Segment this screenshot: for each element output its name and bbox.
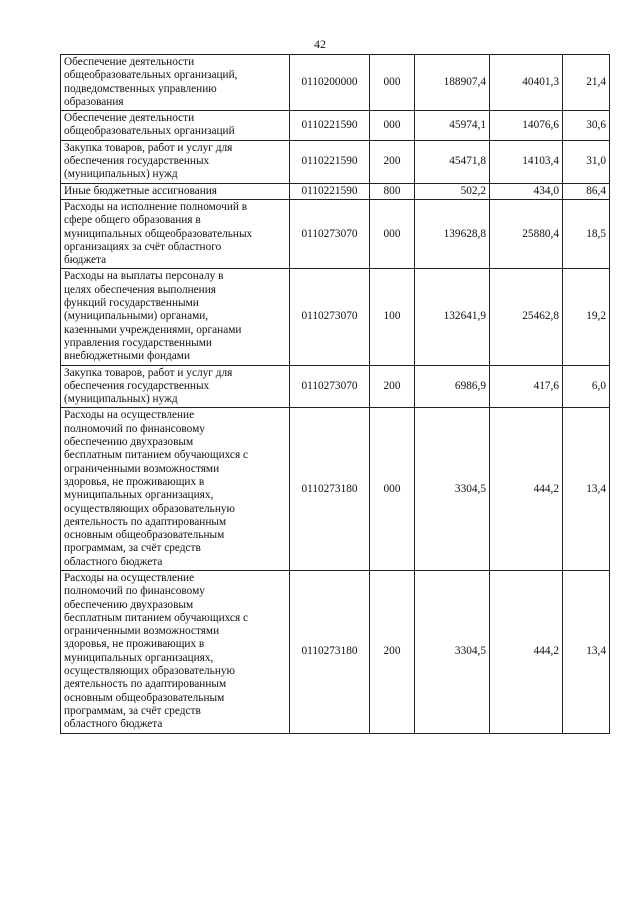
expense-name-line: ограниченными возможностями bbox=[64, 625, 220, 638]
expense-type-cell: 000 bbox=[370, 199, 415, 268]
expense-name-line: обеспечению двухразовым bbox=[64, 598, 194, 611]
planned-amount-cell: 3304,5 bbox=[415, 408, 490, 571]
table-row bbox=[61, 111, 610, 141]
expense-name-line: осуществляющих образовательную bbox=[64, 502, 235, 515]
expense-name-cell bbox=[61, 199, 290, 268]
expense-name-line: образования bbox=[64, 95, 124, 108]
expense-name-line: подведомственных управлению bbox=[64, 82, 217, 95]
executed-amount-cell: 14103,4 bbox=[490, 140, 563, 183]
expense-name-line: областного бюджета bbox=[64, 718, 163, 731]
budget-table bbox=[60, 54, 610, 734]
expense-type-cell: 000 bbox=[370, 408, 415, 571]
execution-percent-cell: 18,5 bbox=[563, 199, 610, 268]
expense-name-line: (муниципальных) нужд bbox=[64, 393, 178, 406]
expense-name-line: Расходы на исполнение полномочий в bbox=[64, 200, 248, 213]
expense-type-cell: 100 bbox=[370, 269, 415, 365]
execution-percent-cell: 19,2 bbox=[563, 269, 610, 365]
expense-name-cell bbox=[61, 111, 290, 141]
planned-amount-cell: 132641,9 bbox=[415, 269, 490, 365]
expense-name-line: областного бюджета bbox=[64, 555, 163, 568]
planned-amount-cell: 6986,9 bbox=[415, 365, 490, 408]
budget-code-cell: 0110273070 bbox=[290, 199, 370, 268]
expense-name-line: Расходы на осуществление bbox=[64, 409, 195, 422]
expense-name-cell bbox=[61, 269, 290, 365]
budget-code-cell: 0110221590 bbox=[290, 183, 370, 199]
executed-amount-cell: 14076,6 bbox=[490, 111, 563, 141]
expense-name-line: управления государственными bbox=[64, 336, 212, 349]
expense-name-line: основным общеобразовательным bbox=[64, 691, 225, 704]
expense-name-line: бесплатным питанием обучающихся с bbox=[64, 449, 248, 462]
expense-name-line: общеобразовательных организаций, bbox=[64, 69, 238, 82]
planned-amount-cell: 502,2 bbox=[415, 183, 490, 199]
execution-percent-cell: 13,4 bbox=[563, 408, 610, 571]
execution-percent-cell: 6,0 bbox=[563, 365, 610, 408]
planned-amount-cell: 139628,8 bbox=[415, 199, 490, 268]
expense-name-line: основным общеобразовательным bbox=[64, 529, 225, 542]
budget-code-cell: 0110273180 bbox=[290, 570, 370, 733]
executed-amount-cell: 40401,3 bbox=[490, 55, 563, 111]
expense-name-line: деятельность по адаптированным bbox=[64, 678, 227, 691]
expense-name-line: обеспечения государственных bbox=[64, 379, 210, 392]
table-row bbox=[61, 140, 610, 183]
executed-amount-cell: 25880,4 bbox=[490, 199, 563, 268]
budget-code-cell: 0110273070 bbox=[290, 269, 370, 365]
expense-name-cell bbox=[61, 365, 290, 408]
expense-name-line: Обеспечение деятельности bbox=[64, 112, 195, 125]
expense-name-line: муниципальных организациях, bbox=[64, 489, 214, 502]
expense-name-line: ограниченными возможностями bbox=[64, 462, 220, 475]
expense-name-line: деятельность по адаптированным bbox=[64, 515, 227, 528]
table-row bbox=[61, 183, 610, 199]
budget-code-cell: 0110221590 bbox=[290, 140, 370, 183]
expense-type-cell: 200 bbox=[370, 365, 415, 408]
expense-type-cell: 200 bbox=[370, 570, 415, 733]
expense-name-line: Расходы на осуществление bbox=[64, 571, 195, 584]
table-row bbox=[61, 269, 610, 365]
table-row bbox=[61, 55, 610, 111]
budget-table-body bbox=[61, 55, 610, 734]
execution-percent-cell: 30,6 bbox=[563, 111, 610, 141]
planned-amount-cell: 45974,1 bbox=[415, 111, 490, 141]
expense-name-line: бесплатным питанием обучающихся с bbox=[64, 611, 248, 624]
expense-name-line: организациях за счёт областного bbox=[64, 240, 222, 253]
expense-name-line: Закупка товаров, работ и услуг для bbox=[64, 366, 233, 379]
table-row bbox=[61, 199, 610, 268]
expense-name-line: здоровья, не проживающих в bbox=[64, 638, 205, 651]
budget-code-cell: 0110273180 bbox=[290, 408, 370, 571]
expense-name-line: Обеспечение деятельности bbox=[64, 56, 195, 68]
expense-name-line: муниципальных организациях, bbox=[64, 651, 214, 664]
expense-name-cell bbox=[61, 570, 290, 733]
expense-name-line: функций государственными bbox=[64, 297, 199, 310]
expense-name-line: муниципальных общеобразовательных bbox=[64, 227, 253, 240]
expense-type-cell: 000 bbox=[370, 111, 415, 141]
expense-name-line: программам, за счёт средств bbox=[64, 542, 201, 555]
expense-name-cell bbox=[61, 140, 290, 183]
expense-name-line: Закупка товаров, работ и услуг для bbox=[64, 141, 233, 154]
table-row bbox=[61, 408, 610, 571]
planned-amount-cell: 3304,5 bbox=[415, 570, 490, 733]
executed-amount-cell: 444,2 bbox=[490, 570, 563, 733]
expense-name-line: целях обеспечения выполнения bbox=[64, 283, 216, 296]
expense-type-cell: 000 bbox=[370, 55, 415, 111]
executed-amount-cell: 417,6 bbox=[490, 365, 563, 408]
expense-name-line: Расходы на выплаты персоналу в bbox=[64, 270, 224, 283]
expense-name-line: сфере общего образования в bbox=[64, 214, 201, 227]
budget-code-cell: 0110200000 bbox=[290, 55, 370, 111]
execution-percent-cell: 31,0 bbox=[563, 140, 610, 183]
expense-name-cell bbox=[61, 183, 290, 199]
expense-name-line: полномочий по финансовому bbox=[64, 422, 205, 435]
executed-amount-cell: 434,0 bbox=[490, 183, 563, 199]
page-number: 42 bbox=[314, 37, 326, 51]
expense-name-cell bbox=[61, 55, 290, 111]
table-row bbox=[61, 365, 610, 408]
execution-percent-cell: 21,4 bbox=[563, 55, 610, 111]
expense-name-line: осуществляющих образовательную bbox=[64, 665, 235, 678]
expense-name-line: Иные бюджетные ассигнования bbox=[64, 184, 217, 197]
expense-name-line: казенными учреждениями, органами bbox=[64, 323, 242, 336]
planned-amount-cell: 45471,8 bbox=[415, 140, 490, 183]
expense-name-line: обеспечения государственных bbox=[64, 155, 210, 168]
executed-amount-cell: 25462,8 bbox=[490, 269, 563, 365]
expense-name-line: внебюджетными фондами bbox=[64, 350, 190, 363]
expense-name-line: полномочий по финансовому bbox=[64, 585, 205, 598]
planned-amount-cell: 188907,4 bbox=[415, 55, 490, 111]
expense-name-line: (муниципальных) нужд bbox=[64, 168, 178, 181]
expense-type-cell: 200 bbox=[370, 140, 415, 183]
budget-code-cell: 0110221590 bbox=[290, 111, 370, 141]
expense-name-line: обеспечению двухразовым bbox=[64, 436, 194, 449]
execution-percent-cell: 13,4 bbox=[563, 570, 610, 733]
executed-amount-cell: 444,2 bbox=[490, 408, 563, 571]
expense-name-line: бюджета bbox=[64, 254, 107, 267]
expense-name-line: программам, за счёт средств bbox=[64, 704, 201, 717]
expense-name-line: (муниципальными) органами, bbox=[64, 310, 209, 323]
expense-name-line: общеобразовательных организаций bbox=[64, 125, 235, 138]
expense-name-cell bbox=[61, 408, 290, 571]
expense-type-cell: 800 bbox=[370, 183, 415, 199]
budget-code-cell: 0110273070 bbox=[290, 365, 370, 408]
table-row bbox=[61, 570, 610, 733]
execution-percent-cell: 86,4 bbox=[563, 183, 610, 199]
expense-name-line: здоровья, не проживающих в bbox=[64, 475, 205, 488]
